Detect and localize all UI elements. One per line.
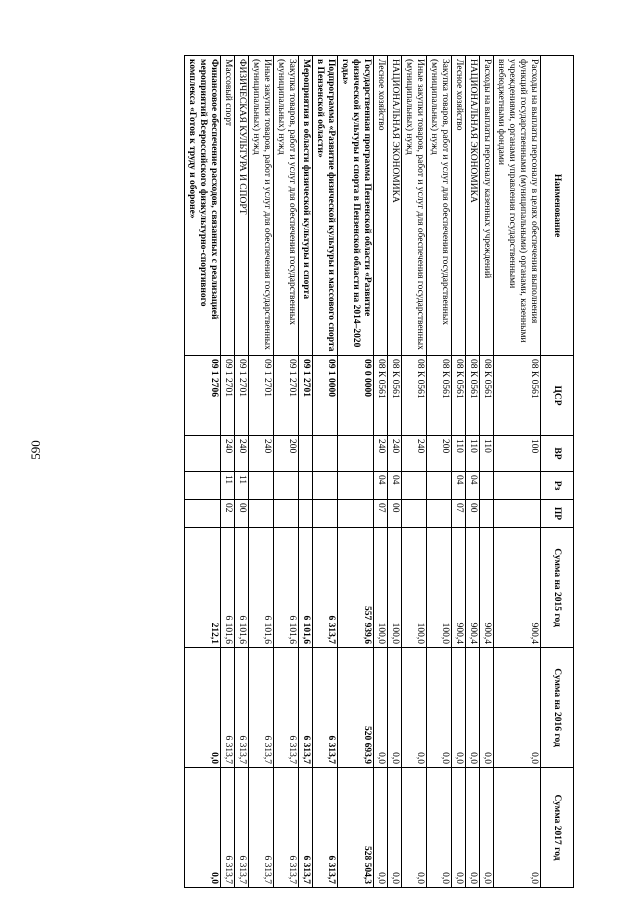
cell-sum-2015: 100,0: [427, 528, 452, 648]
cell-name: Расходы на выплаты персоналу казенных учреждений: [480, 56, 494, 356]
cell-sum-2015: 6 101,6: [249, 528, 274, 648]
cell-sum-2017: 6 313,7: [299, 768, 313, 888]
table-row: [274, 56, 299, 888]
cell-name: Государственная программа Пензенской области «Развитие физической культуры и спорта в Пензенской области на 2014–2020 годы»: [338, 56, 374, 356]
cell-pr: [402, 500, 427, 528]
cell-sum-2016: 6 313,7: [299, 648, 313, 768]
cell-csr: 08 К 0561: [494, 356, 541, 436]
cell-sum-2015: 900,4: [494, 528, 541, 648]
table-row: [221, 56, 235, 888]
cell-sum-2016: 0,0: [374, 648, 388, 768]
cell-sum-2015: 100,0: [402, 528, 427, 648]
cell-sum-2016: 6 313,7: [313, 648, 338, 768]
cell-sum-2015: 900,4: [452, 528, 466, 648]
header-sum-2015: Сумма на 2015 год: [541, 528, 574, 648]
cell-vr: 110: [480, 436, 494, 472]
cell-rz: [402, 472, 427, 500]
cell-vr: 110: [466, 436, 480, 472]
cell-sum-2016: 0,0: [388, 648, 402, 768]
cell-pr: [313, 500, 338, 528]
cell-csr: 08 К 0561: [388, 356, 402, 436]
cell-sum-2017: 0,0: [427, 768, 452, 888]
cell-pr: [480, 500, 494, 528]
cell-sum-2015: 900,4: [480, 528, 494, 648]
cell-pr: 02: [221, 500, 235, 528]
cell-rz: 11: [235, 472, 249, 500]
cell-sum-2016: 0,0: [494, 648, 541, 768]
cell-pr: [274, 500, 299, 528]
cell-sum-2016: 0,0: [402, 648, 427, 768]
cell-csr: 09 1 0000: [313, 356, 338, 436]
cell-sum-2017: 0,0: [185, 768, 221, 888]
cell-pr: [338, 500, 374, 528]
cell-csr: 09 0 0000: [338, 356, 374, 436]
table-row: [466, 56, 480, 888]
cell-pr: [494, 500, 541, 528]
cell-name: Лесное хозяйство: [374, 56, 388, 356]
cell-csr: 08 К 0561: [480, 356, 494, 436]
cell-sum-2015: 6 101,6: [299, 528, 313, 648]
cell-vr: 240: [388, 436, 402, 472]
cell-pr: 07: [452, 500, 466, 528]
cell-vr: 240: [221, 436, 235, 472]
header-rz: Рз: [541, 472, 574, 500]
cell-sum-2017: 0,0: [480, 768, 494, 888]
cell-csr: 09 1 2706: [185, 356, 221, 436]
cell-sum-2016: 0,0: [466, 648, 480, 768]
cell-vr: [313, 436, 338, 472]
cell-rz: [313, 472, 338, 500]
table-body: [185, 56, 541, 888]
cell-sum-2015: 6 313,7: [313, 528, 338, 648]
table-row: [388, 56, 402, 888]
cell-pr: [427, 500, 452, 528]
cell-name: Закупка товаров, работ и услуг для обеспечения государственных (муниципальных) нужд: [427, 56, 452, 356]
cell-csr: 09 1 2701: [299, 356, 313, 436]
cell-sum-2015: 100,0: [374, 528, 388, 648]
cell-name: Массовый спорт: [221, 56, 235, 356]
cell-pr: 00: [388, 500, 402, 528]
cell-rz: 04: [466, 472, 480, 500]
cell-name: Расходы на выплаты персоналу в целях обеспечения выполнения функций государственными (муниципальными) органами, казенными учреждениями, органами управления государственными внебюджетными фондами: [494, 56, 541, 356]
cell-csr: 09 1 2701: [221, 356, 235, 436]
cell-sum-2016: 6 313,7: [221, 648, 235, 768]
cell-vr: [185, 436, 221, 472]
cell-sum-2016: 0,0: [452, 648, 466, 768]
table-row: [480, 56, 494, 888]
table-row: [494, 56, 541, 888]
table-row: [235, 56, 249, 888]
cell-sum-2015: 100,0: [388, 528, 402, 648]
cell-sum-2015: 900,4: [466, 528, 480, 648]
table-header-row: [541, 56, 574, 888]
cell-sum-2016: 6 313,7: [235, 648, 249, 768]
cell-sum-2017: 528 504,3: [338, 768, 374, 888]
cell-vr: [338, 436, 374, 472]
cell-sum-2016: 0,0: [427, 648, 452, 768]
cell-rz: 04: [452, 472, 466, 500]
cell-sum-2015: 212,1: [185, 528, 221, 648]
table-row: [338, 56, 374, 888]
page-number: 590: [28, 440, 43, 460]
cell-name: Иные закупки товаров, работ и услуг для обеспечения государственных (муниципальных) нужд: [402, 56, 427, 356]
cell-rz: [274, 472, 299, 500]
cell-vr: [299, 436, 313, 472]
cell-pr: [299, 500, 313, 528]
cell-csr: 09 1 2701: [249, 356, 274, 436]
cell-rz: [494, 472, 541, 500]
cell-rz: [185, 472, 221, 500]
cell-name: Подпрограмма «Развитие физической культуры и массового спорта в Пензенской области»: [313, 56, 338, 356]
cell-rz: [427, 472, 452, 500]
cell-vr: 110: [452, 436, 466, 472]
cell-vr: 200: [274, 436, 299, 472]
table-row: [299, 56, 313, 888]
cell-vr: 240: [374, 436, 388, 472]
table-row: [402, 56, 427, 888]
header-name: Наименование: [541, 56, 574, 356]
cell-vr: 240: [402, 436, 427, 472]
cell-sum-2015: 6 101,6: [221, 528, 235, 648]
cell-name: ФИЗИЧЕСКАЯ КУЛЬТУРА И СПОРТ: [235, 56, 249, 356]
cell-sum-2016: 6 313,7: [274, 648, 299, 768]
cell-rz: 11: [221, 472, 235, 500]
cell-rz: [480, 472, 494, 500]
cell-sum-2015: 557 939,6: [338, 528, 374, 648]
header-pr: ПР: [541, 500, 574, 528]
cell-csr: 08 К 0561: [466, 356, 480, 436]
cell-sum-2017: 0,0: [388, 768, 402, 888]
cell-name: Закупка товаров, работ и услуг для обеспечения государственных (муниципальных) нужд: [274, 56, 299, 356]
cell-vr: 100: [494, 436, 541, 472]
cell-name: Финансовое обеспечение расходов, связанных с реализацией мероприятий Всероссийского физкультурно-спортивного комплекса «Готов к труду и обороне»: [185, 56, 221, 356]
table-row: [427, 56, 452, 888]
cell-sum-2015: 6 101,6: [235, 528, 249, 648]
cell-rz: [249, 472, 274, 500]
cell-rz: [338, 472, 374, 500]
cell-vr: 200: [427, 436, 452, 472]
cell-vr: 240: [249, 436, 274, 472]
header-vr: ВР: [541, 436, 574, 472]
table-row: [452, 56, 466, 888]
cell-sum-2017: 6 313,7: [313, 768, 338, 888]
cell-name: НАЦИОНАЛЬНАЯ ЭКОНОМИКА: [388, 56, 402, 356]
header-csr: ЦСР: [541, 356, 574, 436]
cell-name: НАЦИОНАЛЬНАЯ ЭКОНОМИКА: [466, 56, 480, 356]
cell-sum-2016: 520 693,9: [338, 648, 374, 768]
table-row: [185, 56, 221, 888]
cell-sum-2016: 6 313,7: [249, 648, 274, 768]
cell-pr: [185, 500, 221, 528]
cell-sum-2017: 0,0: [402, 768, 427, 888]
cell-name: Лесное хозяйство: [452, 56, 466, 356]
cell-pr: 00: [466, 500, 480, 528]
cell-csr: 08 К 0561: [374, 356, 388, 436]
table-row: [249, 56, 274, 888]
cell-sum-2016: 0,0: [480, 648, 494, 768]
table-row: [313, 56, 338, 888]
header-sum-2016: Сумма на 2016 год: [541, 648, 574, 768]
cell-csr: 08 К 0561: [402, 356, 427, 436]
rotated-page-content: [100, 55, 574, 887]
cell-sum-2017: 6 313,7: [249, 768, 274, 888]
budget-table: [184, 55, 574, 888]
cell-rz: 04: [388, 472, 402, 500]
cell-sum-2017: 6 313,7: [274, 768, 299, 888]
cell-csr: 09 1 2701: [235, 356, 249, 436]
cell-sum-2017: 0,0: [374, 768, 388, 888]
cell-sum-2015: 6 101,6: [274, 528, 299, 648]
cell-name: Мероприятия в области физической культуры и спорта: [299, 56, 313, 356]
cell-sum-2017: 6 313,7: [221, 768, 235, 888]
cell-sum-2017: 0,0: [466, 768, 480, 888]
cell-name: Иные закупки товаров, работ и услуг для обеспечения государственных (муниципальных) нужд: [249, 56, 274, 356]
cell-sum-2017: 0,0: [494, 768, 541, 888]
cell-pr: 00: [235, 500, 249, 528]
cell-rz: 04: [374, 472, 388, 500]
cell-rz: [299, 472, 313, 500]
header-sum-2017: Сумма 2017 год: [541, 768, 574, 888]
table-row: [374, 56, 388, 888]
cell-pr: [249, 500, 274, 528]
cell-csr: 08 К 0561: [452, 356, 466, 436]
cell-csr: 08 К 0561: [427, 356, 452, 436]
cell-pr: 07: [374, 500, 388, 528]
cell-sum-2017: 6 313,7: [235, 768, 249, 888]
cell-sum-2017: 0,0: [452, 768, 466, 888]
cell-vr: 240: [235, 436, 249, 472]
cell-csr: 09 1 2701: [274, 356, 299, 436]
cell-sum-2016: 0,0: [185, 648, 221, 768]
